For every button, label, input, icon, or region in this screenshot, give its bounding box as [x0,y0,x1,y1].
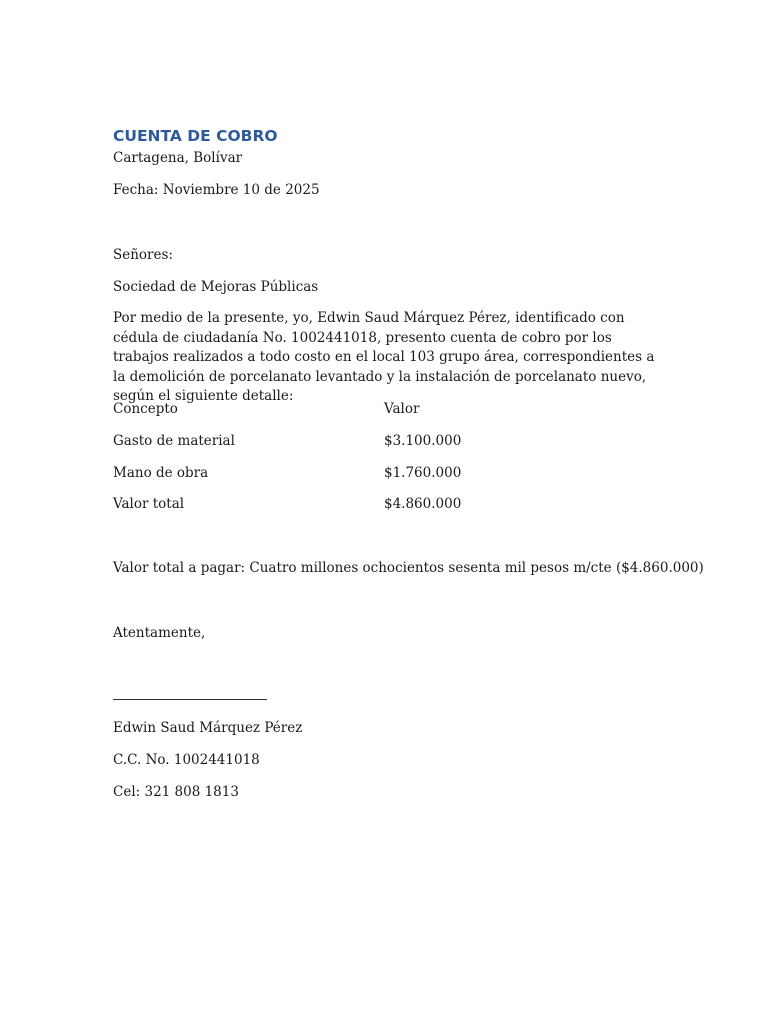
table-cell-value: $1.760.000 [384,465,462,481]
table-cell-value: $3.100.000 [384,433,462,449]
signature-line [113,699,267,700]
table-cell-concept: Mano de obra [113,465,209,481]
recipient-organization: Sociedad de Mejoras Públicas [113,279,319,295]
salutation-text: Señores: [113,247,173,263]
table-cell-value: $4.860.000 [384,496,462,512]
table-cell-concept: Gasto de material [113,433,235,449]
date-text: Fecha: Noviembre 10 de 2025 [113,182,320,198]
table-header-concept: Concepto [113,401,178,417]
table-cell-concept: Valor total [113,496,185,512]
signer-id: C.C. No. 1002441018 [113,752,260,768]
table-header-value: Valor [384,401,420,417]
closing-text: Atentamente, [113,625,206,641]
signer-name: Edwin Saud Márquez Pérez [113,720,303,736]
location-text: Cartagena, Bolívar [113,150,243,166]
signer-phone: Cel: 321 808 1813 [113,784,239,800]
body-paragraph: Por medio de la presente, yo, Edwin Saud Márquez Pérez, identificado con cédula de ciudadanía No. 1002441018, presento cuenta de cobro por los trabajos realizados a todo costo en el local 103 grupo área, correspondientes a la demolición de porcelanato levantado y la instalación de porcelanato nuevo, según el siguiente detalle: [113,310,655,404]
document-title: CUENTA DE COBRO [113,127,278,145]
total-payable-text: Valor total a pagar: Cuatro millones ochocientos sesenta mil pesos m/cte ($4.860.000) [113,560,704,576]
